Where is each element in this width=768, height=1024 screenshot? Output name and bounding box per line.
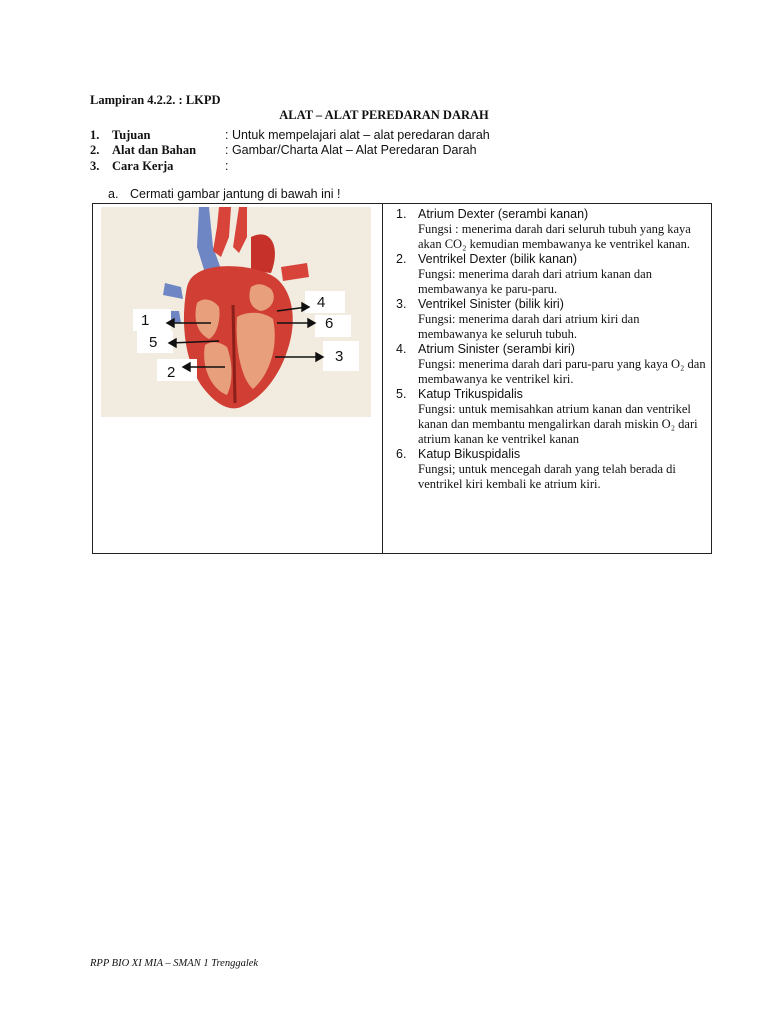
document-header: Lampiran 4.2.2. : LKPD: [90, 93, 221, 107]
item-description: Fungsi: menerima darah dari atrium kiri dan membawanya ke seluruh tubuh.: [418, 312, 640, 341]
item-description: Fungsi: untuk memisahkan atrium kanan dan ventrikel kanan dan membantu mengalirkan darah miskin O₂ dari atrium kanan ke ventrikel kanan: [418, 402, 698, 446]
heart-label: 1: [141, 312, 150, 329]
item-description: Fungsi; untuk mencegah darah yang telah berada di ventrikel kiri kembali ke atrium kiri.: [418, 462, 676, 491]
item-title: Atrium Sinister (serambi kiri): [418, 342, 575, 356]
item-number: 6.: [396, 447, 407, 461]
row-number: 2.: [90, 143, 100, 157]
heart-label: 5: [149, 334, 158, 351]
function-list: [396, 207, 706, 492]
row-alat-bahan: [90, 143, 477, 158]
instruction-letter: a.: [108, 187, 119, 201]
list-item: [396, 297, 706, 342]
item-number: 4.: [396, 342, 407, 356]
item-number: 3.: [396, 297, 407, 311]
list-item: [396, 342, 706, 387]
row-tujuan: [90, 128, 490, 143]
heart-label: 6: [325, 315, 334, 332]
row-cara-kerja: [90, 159, 228, 174]
item-title: Ventrikel Dexter (bilik kanan): [418, 252, 578, 266]
row-label: Alat dan Bahan: [112, 143, 197, 157]
item-number: 1.: [396, 207, 407, 221]
list-item: [396, 387, 706, 447]
row-number: 1.: [90, 128, 100, 142]
item-title: Ventrikel Sinister (bilik kiri): [418, 297, 564, 311]
page-title: ALAT – ALAT PEREDARAN DARAH: [279, 108, 489, 122]
list-item: [396, 447, 706, 492]
table-divider: [382, 203, 383, 554]
item-number: 5.: [396, 387, 407, 401]
heart-label: 4: [317, 294, 326, 311]
page-footer: RPP BIO XI MIA – SMAN 1 Trenggalek: [90, 958, 259, 969]
item-title: Atrium Dexter (serambi kanan): [418, 207, 589, 221]
row-value: : Untuk mempelajari alat – alat peredaran darah: [225, 128, 490, 142]
row-value: : Gambar/Charta Alat – Alat Peredaran Darah: [225, 143, 477, 157]
list-item: [396, 252, 706, 297]
item-description: Fungsi : menerima darah dari seluruh tubuh yang kaya akan CO₂ kemudian membawanya ke ventrikel kanan.: [418, 222, 691, 251]
heart-label: 3: [335, 348, 344, 365]
item-description: Fungsi: menerima darah dari atrium kanan dan membawanya ke paru-paru.: [418, 267, 652, 296]
heart-diagram: [101, 207, 371, 417]
item-title: Katup Bikuspidalis: [418, 447, 521, 461]
row-value: :: [225, 159, 229, 173]
instruction: [108, 187, 341, 201]
row-label: Tujuan: [112, 128, 151, 142]
row-label: Cara Kerja: [112, 159, 174, 173]
item-description: Fungsi: menerima darah dari paru-paru yang kaya O₂ dan membawanya ke ventrikel kiri.: [418, 357, 706, 386]
item-title: Katup Trikuspidalis: [418, 387, 523, 401]
heart-label: 2: [167, 364, 176, 381]
row-number: 3.: [90, 159, 100, 173]
item-number: 2.: [396, 252, 407, 266]
instruction-text: Cermati gambar jantung di bawah ini !: [130, 187, 341, 201]
list-item: [396, 207, 706, 252]
